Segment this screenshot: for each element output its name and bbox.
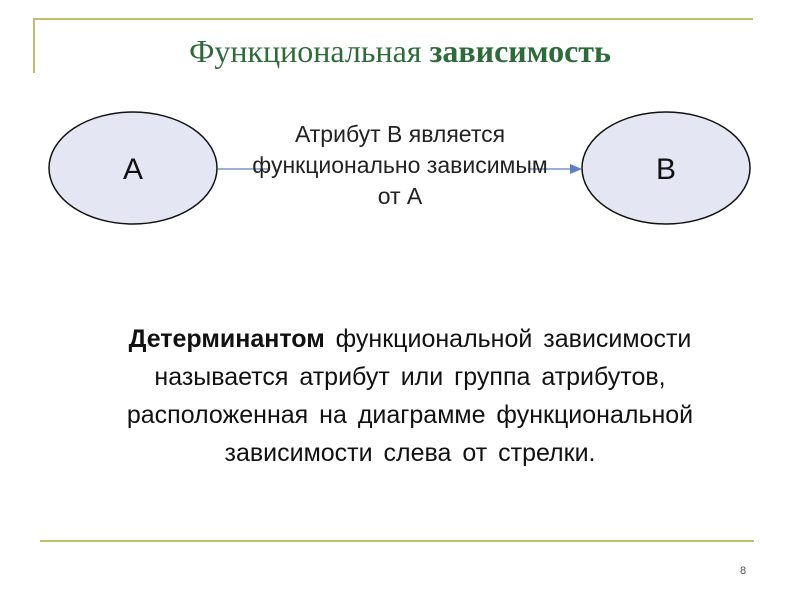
definition-term: Детерминантом (128, 325, 325, 353)
definition-text (80, 320, 740, 472)
page-number: 8 (740, 565, 747, 577)
relation-label: Атрибут B является функционально зависимым от А (252, 121, 548, 209)
definition-body: функциональной зависимости называется атрибут или группа атрибутов, расположенная на диаграмме функциональной зависимости слева от стрелки. (126, 325, 694, 467)
bottom-rule (40, 540, 754, 542)
title-regular: Функциональная (189, 33, 422, 69)
node-b-label: B (655, 153, 677, 186)
node-a-label: A (122, 153, 144, 186)
title-bold: зависимость (429, 33, 611, 69)
